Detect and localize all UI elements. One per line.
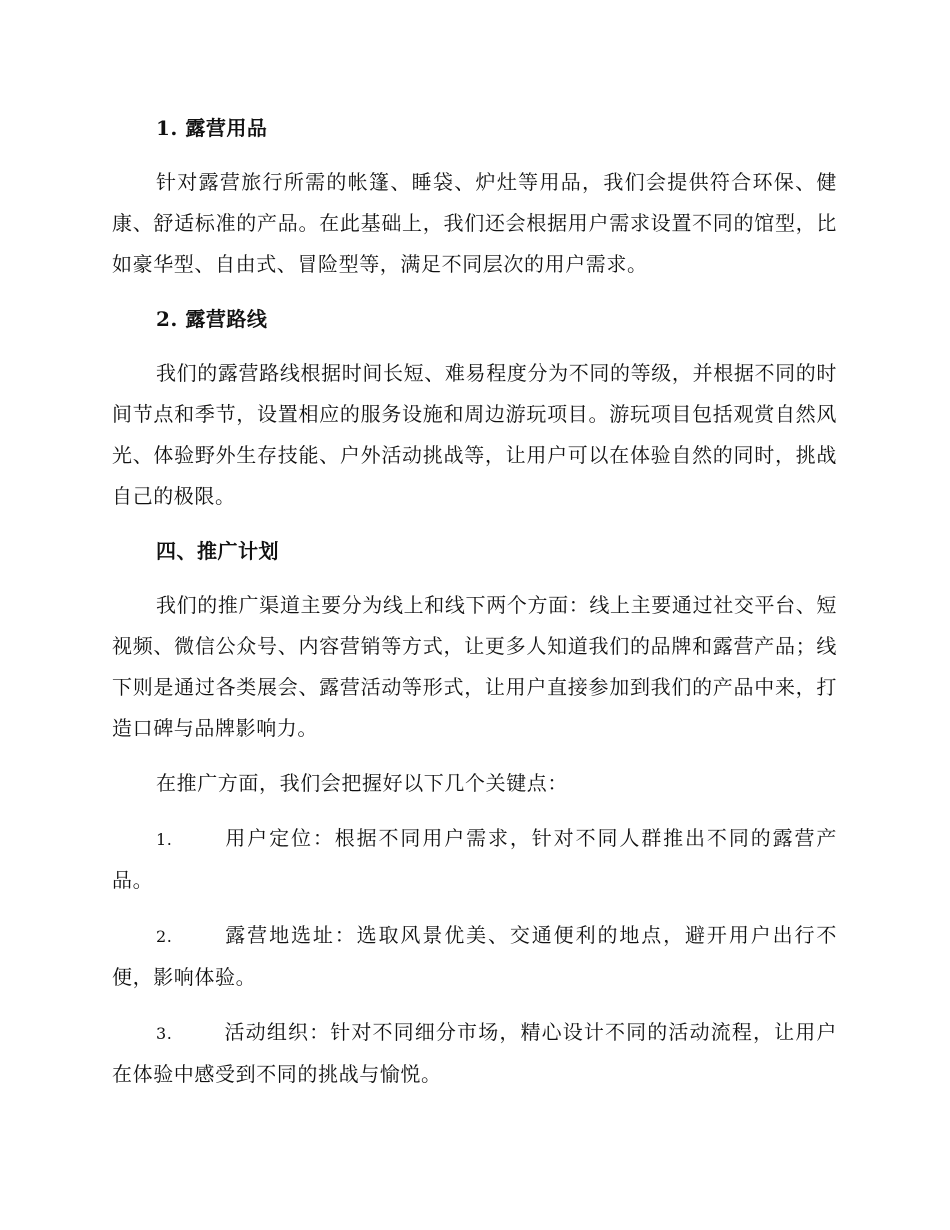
list-item-number: 2. bbox=[156, 927, 173, 946]
list-item-text: 用户定位：根据不同用户需求，针对不同人群推出不同的露营产品。 bbox=[112, 826, 837, 892]
list-item-number: 1. bbox=[156, 830, 173, 849]
paragraph-camping-gear: 针对露营旅行所需的帐篷、睡袋、炉灶等用品，我们会提供符合环保、健康、舒适标准的产品。在此基础上，我们还会根据用户需求设置不同的馆型，比如豪华型、自由式、冒险型等，满足不同层次的用户需求。 bbox=[112, 170, 837, 276]
section-heading-camping-gear: 1. 露营用品 bbox=[156, 116, 268, 140]
section-heading-camping-routes: 2. 露营路线 bbox=[156, 307, 268, 331]
list-item-number: 3. bbox=[156, 1024, 173, 1043]
paragraph-promotion-channels: 我们的推广渠道主要分为线上和线下两个方面：线上主要通过社交平台、短视频、微信公众号、内容营销等方式，让更多人知道我们的品牌和露营产品；线下则是通过各类展会、露营活动等形式，让用户直接参加到我们的产品中来，打造口碑与品牌影响力。 bbox=[112, 593, 837, 740]
paragraph-promotion-keypoints-intro: 在推广方面，我们会把握好以下几个关键点： bbox=[156, 771, 568, 795]
list-item bbox=[112, 1012, 837, 1095]
document-content bbox=[112, 108, 837, 1109]
section-heading-promotion-plan: 四、推广计划 bbox=[156, 539, 279, 563]
paragraph-camping-routes: 我们的露营路线根据时间长短、难易程度分为不同的等级，并根据不同的时间节点和季节，设置相应的服务设施和周边游玩项目。游玩项目包括观赏自然风光、体验野外生存技能、户外活动挑战等，让用户可以在体验自然的同时，挑战自己的极限。 bbox=[112, 361, 837, 508]
list-item bbox=[112, 915, 837, 998]
list-item bbox=[112, 818, 837, 901]
list-item-text: 露营地选址：选取风景优美、交通便利的地点，避开用户出行不便，影响体验。 bbox=[112, 923, 837, 989]
list-item-text: 活动组织：针对不同细分市场，精心设计不同的活动流程，让用户在体验中感受到不同的挑战与愉悦。 bbox=[112, 1020, 837, 1086]
